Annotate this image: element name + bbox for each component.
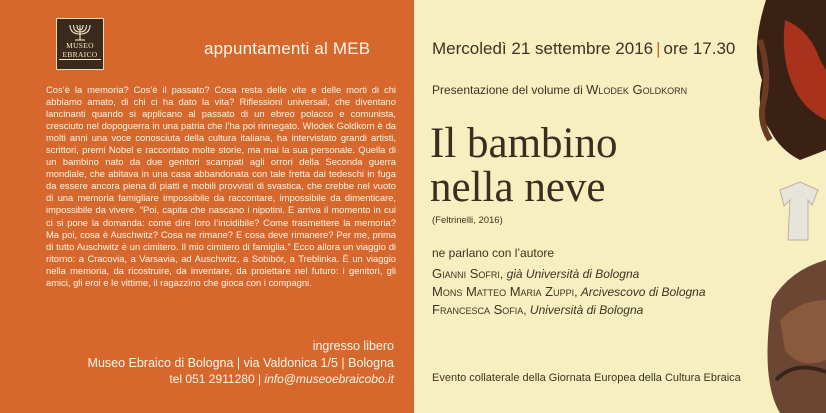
book-cover-artwork: [700, 0, 826, 413]
presentation-prefix: Presentazione del volume di: [432, 83, 583, 97]
speaker-role: Università di Bologna: [529, 303, 644, 317]
speaker-name: Francesca Sofia: [432, 302, 524, 317]
event-time: ore 17.30: [663, 39, 736, 58]
appointments-heading: appuntamenti al MEB: [204, 39, 371, 58]
datetime-separator: |: [656, 39, 661, 58]
speakers-heading: ne parlano con l’autore: [432, 246, 555, 260]
museo-ebraico-logo: [56, 18, 104, 70]
speaker-item: Francesca Sofia, Università di Bologna: [432, 302, 644, 317]
event-datetime: [432, 39, 735, 59]
speaker-role: già Università di Bologna: [506, 267, 640, 281]
book-description: Cos’è la memoria? Cos’è il passato? Cosa resta delle vite e delle morti di chi abbiamo amato, di chi ci ha dato la vita? Riflessioni universali, che diventano lancinanti quando si applicano al passato di un ebreo polacco e comunista, cresciuto nel dopoguerra in una patria che l’ha poi rinnegato. Wlodek Goldkorn è da molti anni una voce conosciuta della cultura italiana, ha intervistato grandi artisti, scrittori, premi Nobel e raccontato molte storie, ma mai la sua personale. Quella di un bambino nato da due genitori scampati agli orrori della Seconda guerra mondiale, che abitava in una casa abbandonata con tale fretta dai tedeschi in fuga da essere ancora piena di piatti e mobili provvisti di svastica, che crebbe nel vuoto di una memoria famigliare impossibile da raccontare, impossibile da dimenticare, impossibile da vivere. “Poi, capita che nascano i nipotini. E arriva il momento in cui ci si pone la domanda: come dire loro l’incidibile? Come trasmettere la memoria? Ma poi, cosa è Auschwitz? Cosa ne rimane? E cosa deve rimanere? Per me, prima di tutto Auschwitz è un cimitero. Il mio cimitero di famiglia.” Ecco allora un viaggio di ritorno: a Cracovia, a Varsavia, ad Auschwitz, a Sobibór, a Treblinka. È un viaggio nella memoria, da ricostruire, da inventare, da proiettare nel futuro: i genitori, gli amici, gli eroi e le vittime, il ragazzino che gioca con i compagni.: [46, 84, 396, 288]
free-entry-text: ingresso libero: [312, 339, 394, 353]
author-name: Wlodek Goldkorn: [586, 82, 688, 97]
email-link[interactable]: info@museoebraicobo.it: [264, 372, 394, 386]
speaker-name: Gianni Sofri: [432, 266, 500, 281]
event-date: Mercoledì 21 settembre 2016: [432, 39, 654, 58]
speaker-item: Gianni Sofri, già Università di Bologna: [432, 266, 640, 281]
logo-text-ebraico: EBRAICO: [62, 50, 98, 59]
presentation-line: [432, 82, 687, 97]
menorah-icon: [65, 23, 95, 41]
logo-underline: [59, 59, 101, 64]
book-title-line-1: Il bambino: [430, 120, 618, 167]
speaker-item: Mons Matteo Maria Zuppi, Arcivescovo di Bologna: [432, 284, 706, 299]
logo-text-museo: MUSEO: [66, 41, 94, 50]
book-title: [430, 122, 618, 210]
contact-line: [169, 372, 394, 386]
museum-address: Museo Ebraico di Bologna | via Valdonica 1/5 | Bologna: [87, 356, 394, 370]
publisher-note: (Feltrinelli, 2016): [432, 215, 503, 226]
speaker-role: Arcivescovo di Bologna: [580, 285, 706, 299]
book-title-line-2: nella neve: [430, 164, 606, 211]
speaker-name: Mons Matteo Maria Zuppi: [432, 284, 575, 299]
collateral-event-note: Evento collaterale della Giornata Europea della Cultura Ebraica: [432, 372, 741, 384]
phone-number: tel 051 2911280 |: [169, 372, 262, 386]
